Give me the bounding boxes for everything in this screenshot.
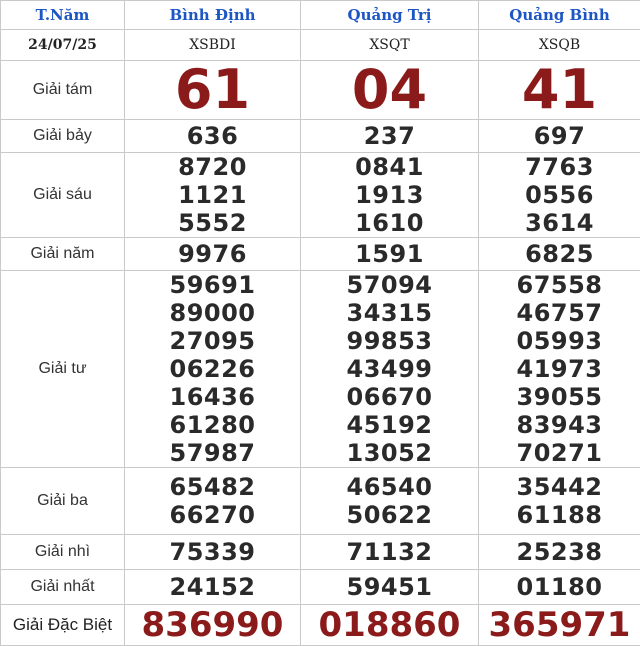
- prize-number: 06670: [301, 383, 478, 411]
- province-header-quang-binh[interactable]: Quảng Bình: [479, 1, 640, 30]
- prize-number: 27095: [125, 327, 300, 355]
- prize-number: 0556: [479, 181, 640, 209]
- prize-number: 01180: [479, 573, 640, 601]
- lottery-code: XSQB: [479, 30, 640, 61]
- prize-label: Giải sáu: [1, 153, 125, 238]
- prize-number: 57094: [301, 271, 478, 299]
- prize-number: 61188: [479, 501, 640, 529]
- special-prize-number: 018860: [301, 605, 478, 645]
- prize-number: 1913: [301, 181, 478, 209]
- day-header: T.Năm: [1, 1, 125, 30]
- prize-number: 636: [125, 122, 300, 150]
- prize-row-g8: [1, 61, 640, 120]
- prize-number: 5552: [125, 209, 300, 237]
- prize-label: Giải ba: [1, 468, 125, 535]
- prize-number: 3614: [479, 209, 640, 237]
- prize-number: 41973: [479, 355, 640, 383]
- prize-number: 06226: [125, 355, 300, 383]
- prize-number: 05993: [479, 327, 640, 355]
- prize-number: 6825: [479, 240, 640, 268]
- prize-number: 0841: [301, 153, 478, 181]
- prize-row-g1: [1, 570, 640, 605]
- prize-number: 43499: [301, 355, 478, 383]
- prize-number: 71132: [301, 538, 478, 566]
- prize-number: 24152: [125, 573, 300, 601]
- prize-number: 1121: [125, 181, 300, 209]
- prize-number: 45192: [301, 411, 478, 439]
- prize-label: Giải bảy: [1, 120, 125, 153]
- prize-number: 61: [125, 61, 300, 119]
- prize-number: 35442: [479, 473, 640, 501]
- prize-number: 237: [301, 122, 478, 150]
- prize-number: 25238: [479, 538, 640, 566]
- prize-label: Giải nhì: [1, 535, 125, 570]
- prize-row-g7: [1, 120, 640, 153]
- prize-number: 70271: [479, 439, 640, 467]
- prize-number: 8720: [125, 153, 300, 181]
- prize-number: 04: [301, 61, 478, 119]
- prize-number: 65482: [125, 473, 300, 501]
- special-prize-number: 365971: [479, 605, 640, 645]
- prize-number: 697: [479, 122, 640, 150]
- prize-label: Giải năm: [1, 238, 125, 271]
- lottery-code: XSBDI: [125, 30, 301, 61]
- prize-number: 41: [479, 61, 640, 119]
- prize-number: 34315: [301, 299, 478, 327]
- province-header-binh-dinh[interactable]: Bình Định: [125, 1, 301, 30]
- prize-number: 9976: [125, 240, 300, 268]
- prize-number: 7763: [479, 153, 640, 181]
- prize-number: 59451: [301, 573, 478, 601]
- prize-number: 16436: [125, 383, 300, 411]
- prize-label: Giải tám: [1, 61, 125, 120]
- lottery-code: XSQT: [301, 30, 479, 61]
- prize-label: Giải nhất: [1, 570, 125, 605]
- header-row: [1, 1, 640, 30]
- prize-number: 13052: [301, 439, 478, 467]
- prize-row-g6: [1, 153, 640, 238]
- prize-label: Giải Đặc Biệt: [1, 605, 125, 646]
- prize-row-g3: [1, 468, 640, 535]
- prize-number: 66270: [125, 501, 300, 529]
- prize-number: 89000: [125, 299, 300, 327]
- prize-row-g4: [1, 271, 640, 468]
- special-prize-number: 836990: [125, 605, 300, 645]
- prize-number: 61280: [125, 411, 300, 439]
- prize-number: 46540: [301, 473, 478, 501]
- prize-number: 1610: [301, 209, 478, 237]
- prize-number: 57987: [125, 439, 300, 467]
- prize-number: 50622: [301, 501, 478, 529]
- prize-number: 83943: [479, 411, 640, 439]
- prize-row-special: [1, 605, 640, 646]
- prize-row-g2: [1, 535, 640, 570]
- prize-number: 67558: [479, 271, 640, 299]
- prize-number: 75339: [125, 538, 300, 566]
- code-row: [1, 30, 640, 61]
- prize-number: 46757: [479, 299, 640, 327]
- province-header-quang-tri[interactable]: Quảng Trị: [301, 1, 479, 30]
- prize-row-g5: [1, 238, 640, 271]
- draw-date: 24/07/25: [1, 30, 125, 61]
- prize-number: 99853: [301, 327, 478, 355]
- prize-number: 1591: [301, 240, 478, 268]
- prize-number: 39055: [479, 383, 640, 411]
- prize-label: Giải tư: [1, 271, 125, 468]
- prize-number: 59691: [125, 271, 300, 299]
